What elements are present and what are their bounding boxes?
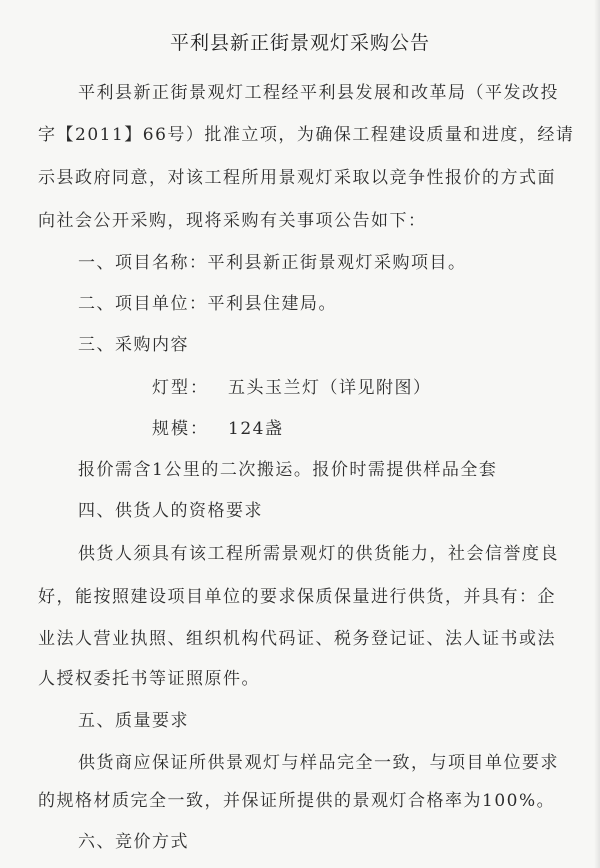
quality-line-1: 供货商应保证所供景观灯与样品完全一致，与项目单位要求 (78, 753, 559, 773)
intro-line-1: 平利县新正街景观灯工程经平利县发展和改革局（平发改投 (78, 83, 559, 103)
lamp-type-label: 灯型： (152, 378, 209, 398)
qualification-line-2: 好，能按照建设项目单位的要求保质保量进行供货，并具有：企 (38, 587, 556, 607)
section-qualification-heading: 四、供货人的资格要求 (78, 501, 263, 521)
section-bidding-method-heading: 六、竞价方式 (78, 832, 189, 852)
quote-note: 报价需含1公里的二次搬运。报价时需提供样品全套 (78, 460, 498, 480)
intro-line-2: 字【2011】66号）批准立项，为确保工程建设质量和进度，经请 (38, 125, 575, 145)
intro-line-4: 向社会公开采购，现将采购有关事项公告如下： (38, 211, 427, 231)
scale-label: 规模： (152, 419, 209, 439)
qualification-line-1: 供货人须具有该工程所需景观灯的供货能力，社会信誉度良 (78, 544, 559, 564)
page-edge-shadow (594, 0, 600, 868)
scale-value: 124盏 (228, 419, 284, 439)
quality-line-2: 的规格材质完全一致，并保证所提供的景观灯合格率为100%。 (38, 791, 556, 811)
lamp-type-value: 五头玉兰灯（详见附图） (228, 378, 432, 398)
section-quality-heading: 五、质量要求 (78, 711, 189, 731)
qualification-line-4: 人授权委托书等证照原件。 (38, 669, 260, 689)
section-project-name: 一、项目名称：平利县新正街景观灯采购项目。 (78, 253, 467, 273)
document-title: 平利县新正街景观灯采购公告 (169, 32, 430, 54)
section-purchase-content-heading: 三、采购内容 (78, 335, 189, 355)
qualification-line-3: 业法人营业执照、组织机构代码证、税务登记证、法人证书或法 (38, 629, 556, 649)
intro-line-3: 示县政府同意，对该工程所用景观灯采取以竞争性报价的方式面 (38, 168, 556, 188)
section-project-unit: 二、项目单位：平利县住建局。 (78, 294, 337, 314)
